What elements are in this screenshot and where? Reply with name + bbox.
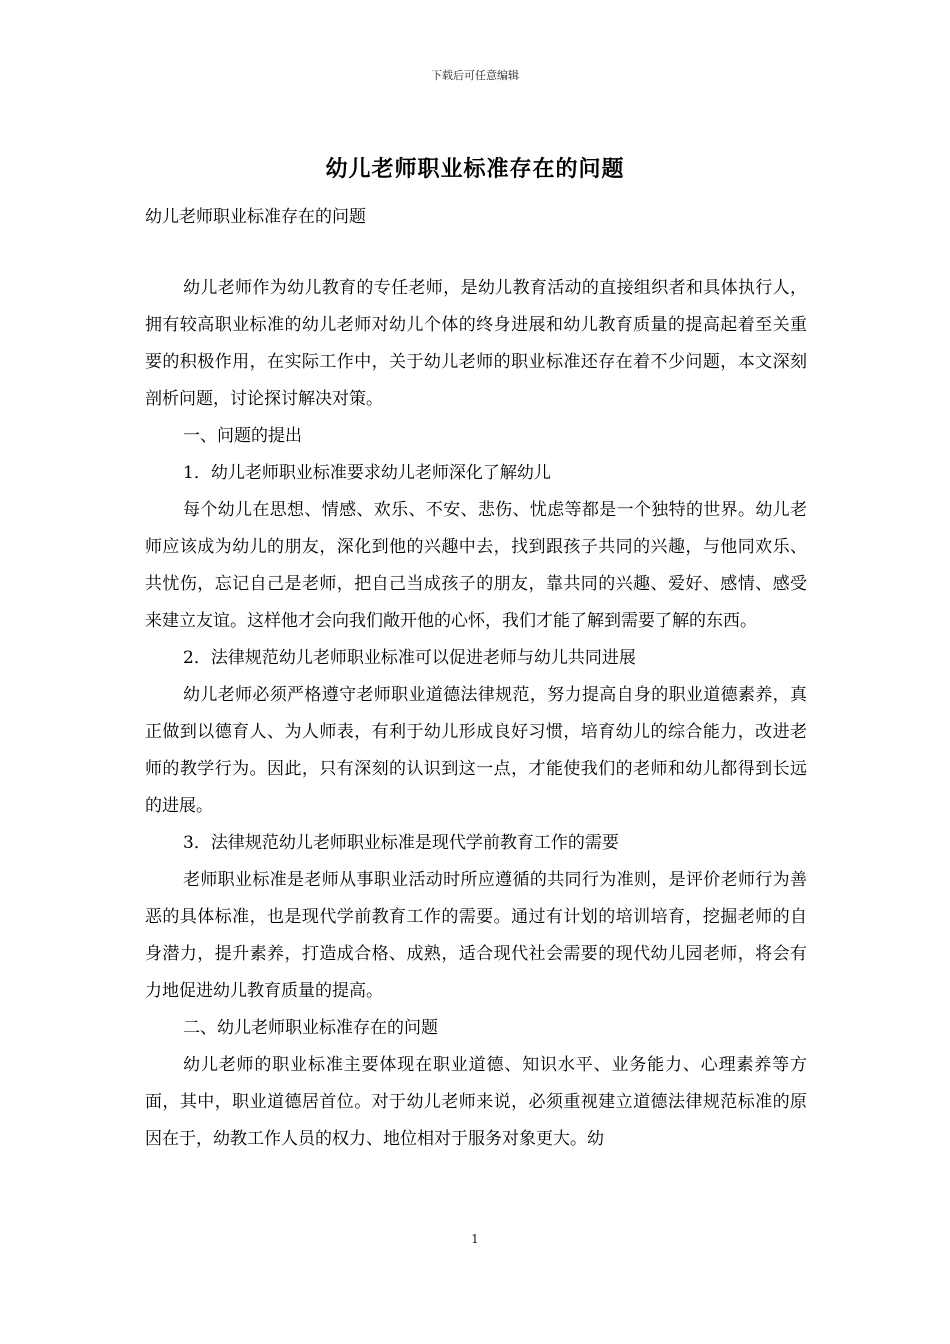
paragraph: 老师职业标准是老师从事职业活动时所应遵循的共同行为准则，是评价老师行为善恶的具体标准，也是现代学前教育工作的需要。通过有计划的培训培育，挖掘老师的自身潜力，提升素养，打造成合格、成熟，适合现代社会需要的现代幼儿园老师，将会有力地促进幼儿教育质量的提高。 bbox=[145, 870, 807, 1001]
paragraph: 幼儿老师必须严格遵守老师职业道德法律规范，努力提高自身的职业道德素养，真正做到以德育人、为人师表，有利于幼儿形成良好习惯，培育幼儿的综合能力，改进老师的教学行为。因此，只有深刻的认识到这一点，才能使我们的老师和幼儿都得到长远的进展。 bbox=[145, 685, 807, 816]
paragraph-intro: 幼儿老师作为幼儿教育的专任老师，是幼儿教育活动的直接组织者和具体执行人，拥有较高职业标准的幼儿老师对幼儿个体的终身进展和幼儿教育质量的提高起着至关重要的积极作用，在实际工作中，关于幼儿老师的职业标准还存在着不少问题，本文深刻剖析问题，讨论探讨解决对策。 bbox=[145, 278, 807, 409]
subheading-1: 1．幼儿老师职业标准要求幼儿老师深化了解幼儿 bbox=[183, 463, 551, 483]
page-header-note: 下载后可任意编辑 bbox=[431, 69, 519, 82]
paragraph: 幼儿老师的职业标准主要体现在职业道德、知识水平、业务能力、心理素养等方面，其中，职业道德居首位。对于幼儿老师来说，必须重视建立道德法律规范标准的原因在于，幼教工作人员的权力、地位相对于服务对象更大。幼 bbox=[145, 1055, 807, 1149]
section-heading-1: 一、问题的提出 bbox=[183, 426, 302, 446]
subheading-2: 2．法律规范幼儿老师职业标准可以促进老师与幼儿共同进展 bbox=[183, 648, 636, 668]
section-heading-2: 二、幼儿老师职业标准存在的问题 bbox=[183, 1018, 438, 1038]
document-body bbox=[145, 270, 807, 1158]
document-title: 幼儿老师职业标准存在的问题 bbox=[325, 156, 625, 182]
page-number: 1 bbox=[471, 1232, 479, 1246]
document-subtitle: 幼儿老师职业标准存在的问题 bbox=[145, 207, 366, 227]
subheading-3: 3．法律规范幼儿老师职业标准是现代学前教育工作的需要 bbox=[183, 833, 619, 853]
paragraph: 每个幼儿在思想、情感、欢乐、不安、悲伤、忧虑等都是一个独特的世界。幼儿老师应该成为幼儿的朋友，深化到他的兴趣中去，找到跟孩子共同的兴趣，与他同欢乐、共忧伤，忘记自己是老师，把自己当成孩子的朋友，靠共同的兴趣、爱好、感情、感受来建立友谊。这样他才会向我们敞开他的心怀，我们才能了解到需要了解的东西。 bbox=[145, 500, 807, 631]
